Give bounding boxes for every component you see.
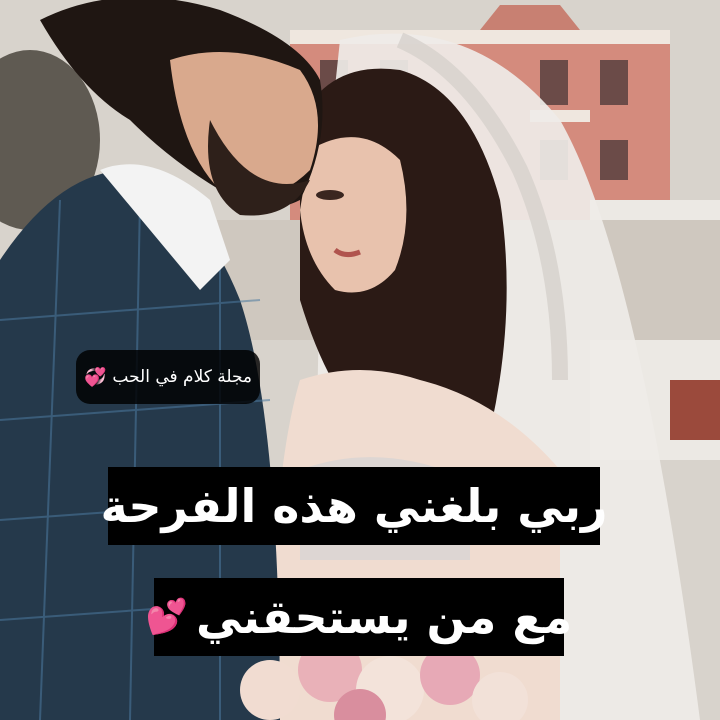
magazine-badge [76, 350, 260, 404]
caption-line-2-box [145, 578, 573, 656]
sparkling-heart-icon: 💞 [83, 366, 107, 388]
badge-text: مجلة كلام في الحب [112, 367, 253, 387]
two-hearts-icon: 💕 [145, 597, 189, 637]
caption-line-2: مع من يستحقني [196, 590, 573, 644]
caption-line-1: ربي بلغني هذه الفرحة [108, 467, 600, 545]
